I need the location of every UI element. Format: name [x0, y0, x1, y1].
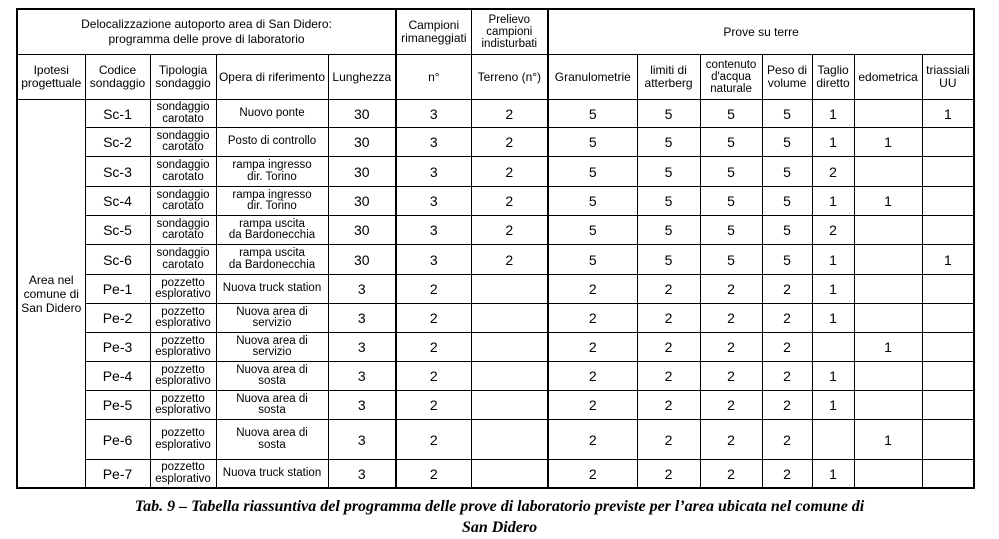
granulometrie-cell: 2: [548, 391, 637, 420]
opera-line2: sosta: [258, 375, 286, 387]
triassiali-cell: [922, 216, 974, 245]
contenuto-cell: 2: [700, 362, 762, 391]
table-caption: [0, 496, 999, 538]
table-row: [17, 420, 974, 460]
peso-cell: 2: [762, 362, 812, 391]
tipologia-line1: sondaggio: [156, 217, 210, 230]
opera-cell: [216, 391, 328, 420]
taglio-cell: [812, 420, 854, 460]
n-cell: 2: [396, 333, 471, 362]
codice-cell: Sc-6: [85, 245, 150, 275]
table-body: [17, 100, 974, 489]
contenuto-cell: 2: [700, 391, 762, 420]
tipologia-cell: [150, 420, 216, 460]
col-opera-header: Opera di riferimento: [216, 55, 328, 100]
lunghezza-cell: 3: [328, 275, 396, 304]
lunghezza-cell: 30: [328, 157, 396, 187]
terreno-cell: [471, 333, 548, 362]
opera-cell: [216, 420, 328, 460]
table-row: [17, 391, 974, 420]
taglio-cell: 1: [812, 304, 854, 333]
edometrica-cell: [854, 391, 922, 420]
edometrica-cell: 1: [854, 420, 922, 460]
codice-cell: Pe-5: [85, 391, 150, 420]
opera-line1: Nuova area di: [236, 427, 308, 439]
triassiali-cell: [922, 460, 974, 489]
tipologia-line1: sondaggio: [156, 129, 210, 142]
col-taglio-header: Taglio diretto: [812, 55, 854, 100]
opera-line2: dir. Torino: [247, 170, 297, 183]
contenuto-cell: 5: [700, 245, 762, 275]
peso-cell: 2: [762, 420, 812, 460]
tipologia-line2: carotato: [162, 170, 204, 183]
opera-cell: [216, 187, 328, 216]
limiti-cell: 2: [637, 333, 700, 362]
campioni-rimaneggiati-header: Campioni rimaneggiati: [396, 9, 471, 55]
opera-cell: [216, 100, 328, 128]
opera-line1: Posto di controllo: [227, 135, 317, 148]
taglio-cell: 2: [812, 216, 854, 245]
terreno-cell: 2: [471, 100, 548, 128]
opera-cell: [216, 460, 328, 489]
taglio-cell: 1: [812, 460, 854, 489]
limiti-cell: 5: [637, 245, 700, 275]
peso-cell: 5: [762, 245, 812, 275]
opera-line2: dir. Torino: [247, 200, 297, 212]
table-row: [17, 128, 974, 157]
tipologia-cell: [150, 460, 216, 489]
edometrica-cell: 1: [854, 128, 922, 157]
peso-cell: 5: [762, 100, 812, 128]
peso-cell: 5: [762, 187, 812, 216]
contenuto-cell: 5: [700, 100, 762, 128]
tipologia-cell: [150, 275, 216, 304]
tipologia-line2: carotato: [162, 112, 204, 125]
peso-cell: 5: [762, 157, 812, 187]
contenuto-cell: 2: [700, 304, 762, 333]
tipologia-cell: [150, 216, 216, 245]
col-codice-header: Codice sondaggio: [85, 55, 150, 100]
n-cell: 2: [396, 391, 471, 420]
granulometrie-cell: 5: [548, 100, 637, 128]
col-n-header: n°: [396, 55, 471, 100]
peso-cell: 2: [762, 304, 812, 333]
opera-cell: [216, 216, 328, 245]
table-row: [17, 304, 974, 333]
triassiali-cell: [922, 187, 974, 216]
triassiali-cell: [922, 157, 974, 187]
tipologia-line1: pozzetto: [161, 363, 205, 376]
triassiali-cell: [922, 391, 974, 420]
table-row: [17, 216, 974, 245]
terreno-cell: [471, 420, 548, 460]
opera-line1: rampa ingresso: [232, 159, 312, 171]
granulometrie-cell: 2: [548, 275, 637, 304]
contenuto-cell: 2: [700, 460, 762, 489]
taglio-cell: 1: [812, 245, 854, 275]
tipologia-line2: esplorativo: [155, 288, 211, 300]
triassiali-cell: [922, 333, 974, 362]
lunghezza-cell: 3: [328, 420, 396, 460]
granulometrie-cell: 5: [548, 157, 637, 187]
peso-cell: 2: [762, 460, 812, 489]
tipologia-line1: sondaggio: [156, 188, 210, 201]
opera-cell: [216, 362, 328, 391]
n-cell: 3: [396, 216, 471, 245]
tipologia-line1: pozzetto: [161, 334, 205, 347]
tipologia-line2: carotato: [162, 229, 204, 241]
terreno-cell: 2: [471, 216, 548, 245]
prelievo-header: [471, 9, 548, 55]
prelievo-line2: campioni: [486, 26, 533, 38]
edometrica-cell: [854, 275, 922, 304]
limiti-cell: 2: [637, 362, 700, 391]
codice-cell: Sc-3: [85, 157, 150, 187]
opera-line1: Nuovo ponte: [239, 106, 305, 119]
limiti-cell: 2: [637, 460, 700, 489]
granulometrie-cell: 2: [548, 362, 637, 391]
taglio-cell: 1: [812, 362, 854, 391]
lunghezza-cell: 3: [328, 333, 396, 362]
n-cell: 2: [396, 460, 471, 489]
opera-line2: servizio: [252, 346, 292, 358]
opera-line1: Nuova area di: [236, 305, 308, 318]
peso-cell: 2: [762, 275, 812, 304]
opera-line1: rampa uscita: [239, 247, 305, 259]
opera-line1: Nuova area di: [236, 363, 308, 376]
table-row: [17, 157, 974, 187]
limiti-cell: 2: [637, 304, 700, 333]
tipologia-cell: [150, 245, 216, 275]
tipologia-cell: [150, 333, 216, 362]
tipologia-line2: carotato: [162, 258, 204, 271]
terreno-cell: 2: [471, 187, 548, 216]
n-cell: 2: [396, 304, 471, 333]
peso-cell: 2: [762, 333, 812, 362]
limiti-cell: 5: [637, 187, 700, 216]
terreno-cell: [471, 304, 548, 333]
column-header-row: [17, 55, 974, 100]
tipologia-line1: pozzetto: [161, 305, 205, 318]
taglio-cell: [812, 333, 854, 362]
opera-cell: [216, 333, 328, 362]
limiti-cell: 5: [637, 216, 700, 245]
taglio-cell: 1: [812, 391, 854, 420]
peso-cell: 5: [762, 128, 812, 157]
tipologia-cell: [150, 100, 216, 128]
contenuto-cell: 2: [700, 333, 762, 362]
limiti-cell: 5: [637, 157, 700, 187]
triassiali-cell: 1: [922, 100, 974, 128]
terreno-cell: [471, 391, 548, 420]
col-ipotesi-header: Ipotesi progettuale: [17, 55, 85, 100]
tipologia-cell: [150, 187, 216, 216]
contenuto-cell: 5: [700, 216, 762, 245]
limiti-cell: 5: [637, 100, 700, 128]
n-cell: 2: [396, 275, 471, 304]
header-band-row: [17, 9, 974, 55]
triassiali-cell: [922, 304, 974, 333]
granulometrie-cell: 2: [548, 304, 637, 333]
codice-cell: Pe-3: [85, 333, 150, 362]
tipologia-line1: pozzetto: [161, 392, 205, 405]
tipologia-line2: esplorativo: [155, 472, 211, 485]
prelievo-line1: Prelievo: [488, 14, 531, 26]
lunghezza-cell: 30: [328, 216, 396, 245]
granulometrie-cell: 5: [548, 245, 637, 275]
granulometrie-cell: 5: [548, 128, 637, 157]
taglio-cell: 1: [812, 128, 854, 157]
granulometrie-cell: 2: [548, 420, 637, 460]
edometrica-cell: [854, 157, 922, 187]
tipologia-cell: [150, 304, 216, 333]
table-row: [17, 362, 974, 391]
opera-line2: sosta: [258, 404, 286, 416]
contenuto-cell: 2: [700, 275, 762, 304]
opera-line2: da Bardonecchia: [228, 258, 316, 271]
lunghezza-cell: 30: [328, 187, 396, 216]
tipologia-line1: pozzetto: [161, 461, 205, 473]
col-terreno-header: Terreno (n°): [471, 55, 548, 100]
limiti-cell: 2: [637, 420, 700, 460]
table-title: [17, 9, 396, 55]
table-row: [17, 333, 974, 362]
codice-cell: Sc-1: [85, 100, 150, 128]
contenuto-cell: 5: [700, 128, 762, 157]
edometrica-cell: [854, 460, 922, 489]
tipologia-line2: carotato: [162, 141, 204, 153]
lab-tests-table: [16, 8, 975, 489]
n-cell: 2: [396, 362, 471, 391]
tipologia-cell: [150, 157, 216, 187]
contenuto-cell: 5: [700, 187, 762, 216]
codice-cell: Sc-4: [85, 187, 150, 216]
codice-cell: Pe-1: [85, 275, 150, 304]
opera-line1: rampa uscita: [239, 217, 305, 230]
tipologia-cell: [150, 362, 216, 391]
col-triassiali-header: triassiali UU: [922, 55, 974, 100]
lunghezza-cell: 30: [328, 245, 396, 275]
edometrica-cell: 1: [854, 187, 922, 216]
terreno-cell: 2: [471, 245, 548, 275]
opera-cell: [216, 245, 328, 275]
opera-line1: Nuova area di: [236, 334, 308, 347]
contenuto-cell: 2: [700, 420, 762, 460]
caption-line1: Tab. 9 – Tabella riassuntiva del programma delle prove di laboratorio previste per l’area ubicata nel comune di: [134, 498, 865, 515]
lunghezza-cell: 30: [328, 100, 396, 128]
tipologia-line1: sondaggio: [156, 247, 210, 259]
edometrica-cell: [854, 304, 922, 333]
table-row: [17, 245, 974, 275]
edometrica-cell: [854, 100, 922, 128]
table-row: [17, 187, 974, 216]
lunghezza-cell: 3: [328, 391, 396, 420]
col-peso-header: Peso di volume: [762, 55, 812, 100]
opera-cell: [216, 304, 328, 333]
codice-cell: Sc-2: [85, 128, 150, 157]
tipologia-line1: sondaggio: [156, 101, 210, 113]
lunghezza-cell: 3: [328, 460, 396, 489]
edometrica-cell: [854, 362, 922, 391]
lunghezza-cell: 3: [328, 304, 396, 333]
col-limiti-header: limiti di atterberg: [637, 55, 700, 100]
codice-cell: Pe-6: [85, 420, 150, 460]
opera-cell: [216, 128, 328, 157]
terreno-cell: [471, 460, 548, 489]
table-row: [17, 275, 974, 304]
opera-line1: Nuova area di: [236, 392, 308, 405]
triassiali-cell: [922, 362, 974, 391]
col-lunghezza-header: Lunghezza: [328, 55, 396, 100]
opera-cell: [216, 275, 328, 304]
tipologia-cell: [150, 391, 216, 420]
opera-line2: da Bardonecchia: [228, 229, 316, 241]
lunghezza-cell: 30: [328, 128, 396, 157]
opera-cell: [216, 157, 328, 187]
col-edometrica-header: edometrica: [854, 55, 922, 100]
prove-su-terre-header: Prove su terre: [548, 9, 974, 55]
codice-cell: Sc-5: [85, 216, 150, 245]
taglio-cell: 1: [812, 275, 854, 304]
table-row: [17, 100, 974, 128]
n-cell: 2: [396, 420, 471, 460]
triassiali-cell: 1: [922, 245, 974, 275]
opera-line1: rampa ingresso: [232, 188, 312, 201]
taglio-cell: 2: [812, 157, 854, 187]
granulometrie-cell: 2: [548, 460, 637, 489]
terreno-cell: [471, 362, 548, 391]
limiti-cell: 5: [637, 128, 700, 157]
edometrica-cell: [854, 216, 922, 245]
taglio-cell: 1: [812, 100, 854, 128]
n-cell: 3: [396, 157, 471, 187]
n-cell: 3: [396, 100, 471, 128]
limiti-cell: 2: [637, 391, 700, 420]
tipologia-line2: esplorativo: [155, 375, 211, 387]
codice-cell: Pe-4: [85, 362, 150, 391]
opera-line2: servizio: [252, 317, 292, 329]
taglio-cell: 1: [812, 187, 854, 216]
granulometrie-cell: 2: [548, 333, 637, 362]
tipologia-line2: esplorativo: [155, 438, 211, 451]
terreno-cell: [471, 275, 548, 304]
tipologia-line1: pozzetto: [161, 276, 205, 289]
n-cell: 3: [396, 245, 471, 275]
terreno-cell: 2: [471, 128, 548, 157]
limiti-cell: 2: [637, 275, 700, 304]
caption-line2: San Didero: [461, 519, 538, 536]
n-cell: 3: [396, 128, 471, 157]
lunghezza-cell: 3: [328, 362, 396, 391]
tipologia-line1: pozzetto: [161, 427, 205, 439]
col-tipologia-header: Tipologia sondaggio: [150, 55, 216, 100]
codice-cell: Pe-7: [85, 460, 150, 489]
opera-line1: Nuova truck station: [222, 466, 322, 479]
n-cell: 3: [396, 187, 471, 216]
granulometrie-cell: 5: [548, 216, 637, 245]
opera-line2: sosta: [258, 438, 286, 451]
contenuto-cell: 5: [700, 157, 762, 187]
triassiali-cell: [922, 275, 974, 304]
tipologia-line2: esplorativo: [155, 404, 211, 416]
granulometrie-cell: 5: [548, 187, 637, 216]
opera-line1: Nuova truck station: [222, 282, 322, 295]
tipologia-line2: esplorativo: [155, 317, 211, 329]
col-contenuto-header: contenuto d'acqua naturale: [700, 55, 762, 100]
triassiali-cell: [922, 420, 974, 460]
edometrica-cell: [854, 245, 922, 275]
tipologia-line2: carotato: [162, 200, 204, 212]
prelievo-line3: indisturbati: [481, 38, 538, 50]
peso-cell: 5: [762, 216, 812, 245]
col-granulometrie-header: Granulometrie: [548, 55, 637, 100]
terreno-cell: 2: [471, 157, 548, 187]
tipologia-cell: [150, 128, 216, 157]
area-label: Area nel comune di San Didero: [17, 100, 85, 489]
codice-cell: Pe-2: [85, 304, 150, 333]
tipologia-line1: sondaggio: [156, 159, 210, 171]
table-title-line2: programma delle prove di laboratorio: [108, 32, 305, 46]
tipologia-line2: esplorativo: [155, 346, 211, 358]
table-title-line1: Delocalizzazione autoporto area di San Didero:: [81, 17, 332, 31]
edometrica-cell: 1: [854, 333, 922, 362]
peso-cell: 2: [762, 391, 812, 420]
triassiali-cell: [922, 128, 974, 157]
table-row: [17, 460, 974, 489]
